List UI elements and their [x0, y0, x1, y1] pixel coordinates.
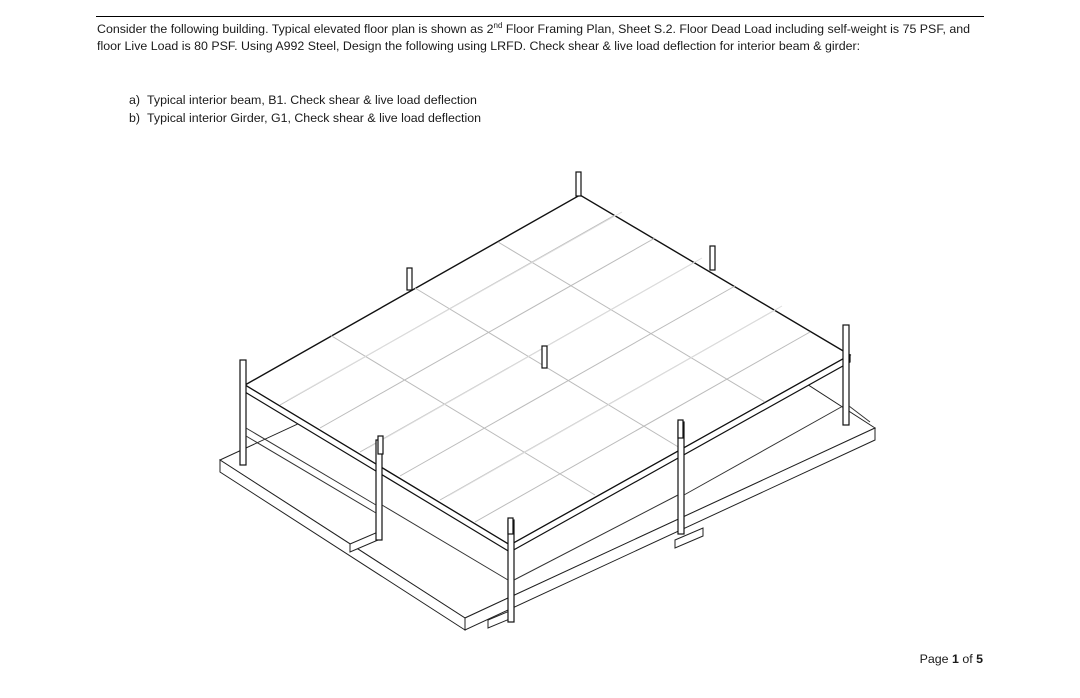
intro-text-2: Floor Framing Plan, Sheet S.2. Floor Dead Load including self-weight is 75 PSF, and floor Live Load is 80 PSF. Using A992 Steel, Design the following using LRFD. Check shear & live load deflection for interior beam & girder:: [97, 22, 971, 53]
task-text: Typical interior beam, B1. Check shear & live load deflection: [147, 93, 477, 107]
task-item: [129, 91, 481, 109]
page-current: 1: [951, 652, 959, 666]
task-text: Typical interior Girder, G1, Check shear & live load deflection: [147, 111, 482, 125]
task-list: [129, 91, 481, 127]
building-isometric-drawing: [210, 160, 890, 650]
top-rule: [96, 16, 984, 17]
intro-text-1: Consider the following building. Typical elevated floor plan is shown as 2: [97, 22, 494, 36]
page-total: 5: [976, 652, 983, 666]
page-number: [920, 652, 983, 666]
task-label: a): [129, 93, 141, 107]
problem-statement: [97, 21, 987, 55]
page-mid: of: [958, 652, 977, 666]
task-label: b): [129, 111, 141, 125]
ordinal-superscript: nd: [493, 20, 503, 30]
task-item: [129, 109, 481, 127]
page-prefix: Page: [919, 652, 952, 666]
